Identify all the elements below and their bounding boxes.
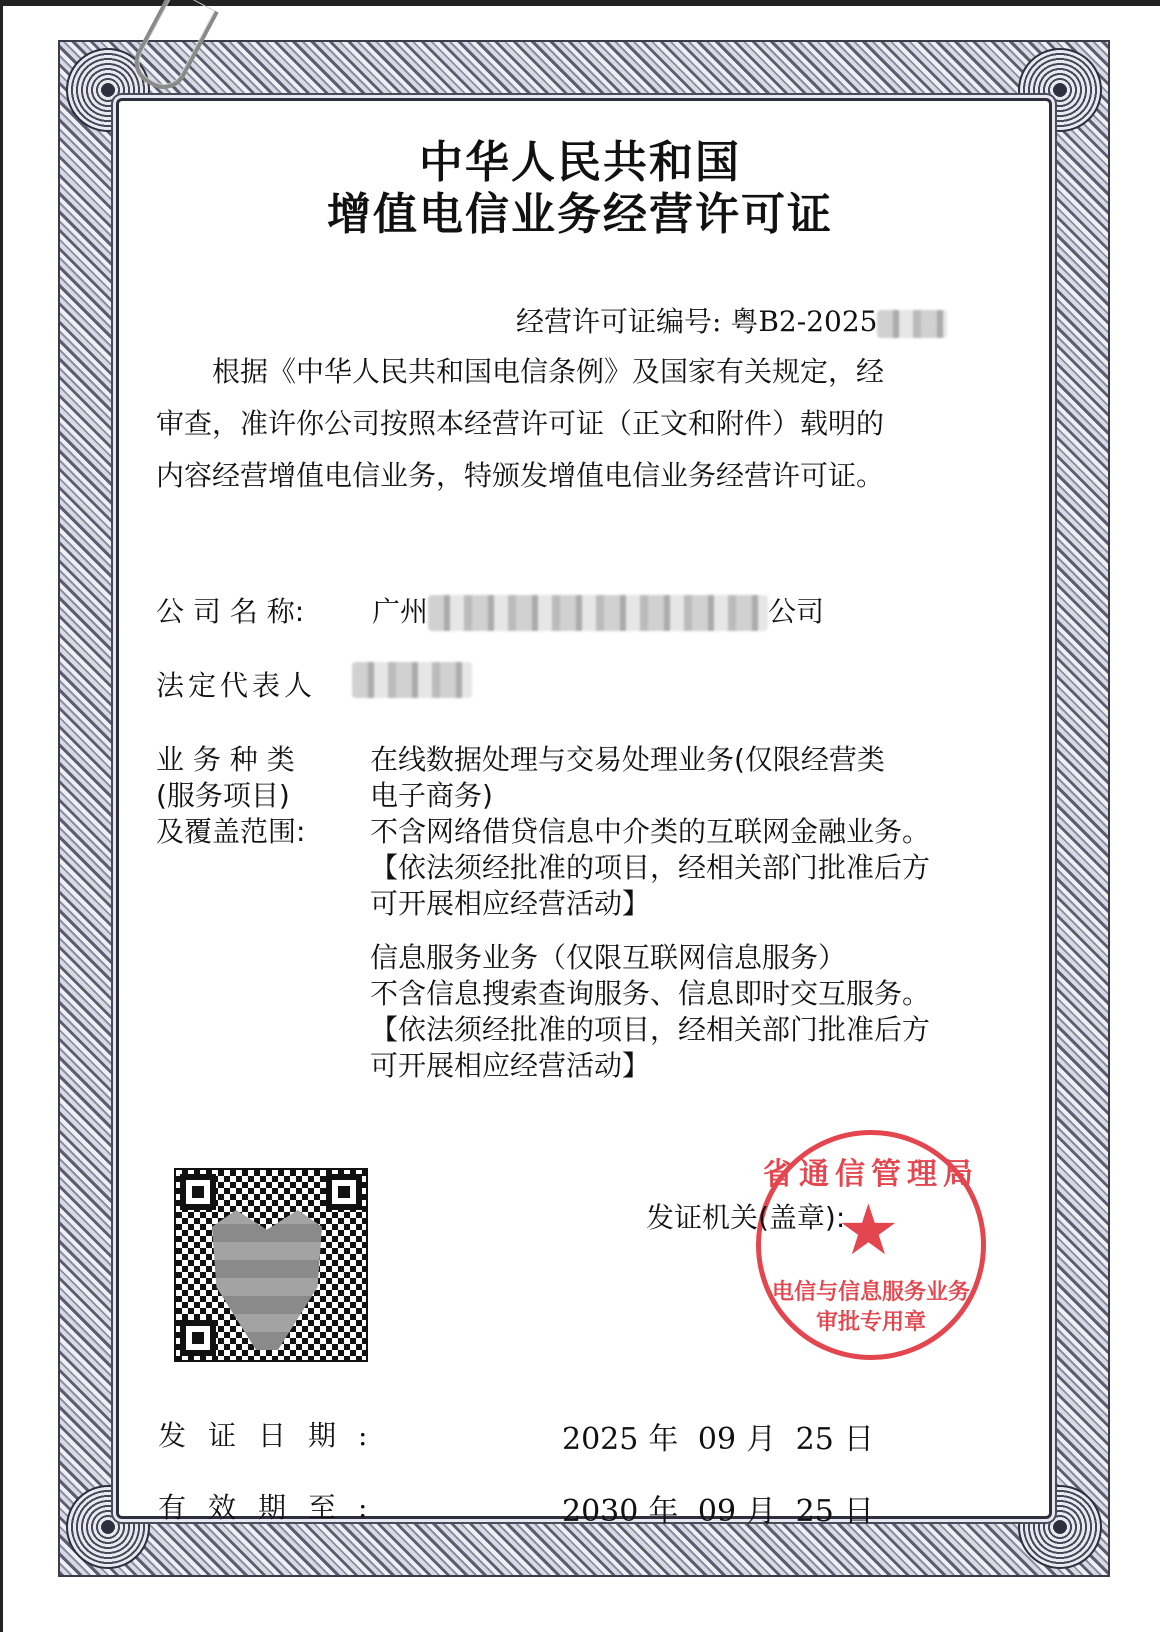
redacted-license-digits [877, 310, 947, 338]
preamble-line: 内容经营增值电信业务，特颁发增值电信业务经营许可证。 [156, 459, 885, 492]
business-scope-label [156, 742, 305, 850]
scope-line: 【依法须经批准的项目，经相关部门批准后方 [370, 851, 931, 884]
qr-redaction-heart [212, 1210, 322, 1350]
company-name-label: 公 司 名 称: [156, 595, 305, 628]
business-scope-values [370, 742, 930, 1084]
company-name-prefix: 广州 [372, 595, 429, 628]
issuing-authority-label: 发证机关(盖章): [646, 1201, 846, 1234]
issue-date-value [562, 1414, 884, 1458]
star-icon: ★ [837, 1189, 900, 1271]
license-number-value: 粤B2-2025 [730, 305, 878, 338]
qr-finder-pattern [180, 1174, 216, 1210]
certificate-title-line1: 中华人民共和国 [419, 137, 741, 188]
month-unit: 月 [746, 1494, 777, 1529]
seal-text-line2: 审批专用章 [815, 1310, 926, 1335]
preamble-line: 根据《中华人民共和国电信条例》及国家有关规定，经 [212, 355, 885, 388]
company-name-value [372, 590, 824, 631]
day-unit: 日 [843, 1494, 874, 1529]
scope-label-line: (服务项目) [156, 779, 290, 812]
redacted-company-name [428, 595, 768, 631]
qr-finder-pattern [326, 1174, 362, 1210]
scope-line: 可开展相应经营活动】 [370, 1049, 651, 1082]
month-unit: 月 [746, 1422, 777, 1457]
license-number [516, 300, 947, 340]
scope-line: 在线数据处理与交易处理业务(仅限经营类 [370, 743, 885, 776]
seal-arc-text: 省通信管理局 [763, 1157, 979, 1192]
preamble-paragraph [156, 346, 1006, 502]
year-unit: 年 [648, 1422, 679, 1457]
valid-month: 09 [697, 1494, 737, 1529]
scope-label-line: 及覆盖范围: [156, 815, 306, 848]
valid-day: 25 [795, 1494, 834, 1529]
valid-year: 2030 [562, 1494, 639, 1529]
issue-day: 25 [795, 1422, 834, 1457]
issue-date-label: 发证日期: [158, 1419, 390, 1452]
year-unit: 年 [648, 1494, 679, 1529]
qr-finder-pattern [180, 1320, 216, 1356]
valid-until-label: 有效期至: [158, 1491, 390, 1524]
issue-year: 2025 [562, 1422, 639, 1457]
scope-label-line: 业 务 种 类 [156, 743, 295, 776]
seal-text-line1: 电信与信息服务业务 [771, 1280, 970, 1305]
scope-line: 不含信息搜索查询服务、信息即时交互服务。 [370, 977, 931, 1010]
certificate-title-line2: 增值电信业务经营许可证 [327, 189, 833, 240]
valid-until-value [562, 1486, 884, 1530]
scope-line: 【依法须经批准的项目，经相关部门批准后方 [370, 1013, 931, 1046]
scope-line: 电子商务) [370, 779, 493, 812]
day-unit: 日 [843, 1422, 874, 1457]
preamble-line: 审查，准许你公司按照本经营许可证（正文和附件）载明的 [156, 407, 885, 440]
scope-line: 可开展相应经营活动】 [370, 887, 651, 920]
license-number-label: 经营许可证编号: [516, 305, 722, 338]
company-name-suffix: 公司 [768, 595, 825, 628]
qr-code[interactable] [174, 1168, 368, 1362]
window-left-edge [0, 0, 3, 1632]
scope-line: 信息服务业务（仅限互联网信息服务） [370, 941, 847, 974]
issue-month: 09 [697, 1422, 737, 1457]
official-seal-stamp [756, 1130, 986, 1360]
redacted-legal-representative [352, 662, 472, 698]
legal-representative-label: 法定代表人 [156, 669, 317, 702]
scope-line: 不含网络借贷信息中介类的互联网金融业务。 [370, 815, 931, 848]
